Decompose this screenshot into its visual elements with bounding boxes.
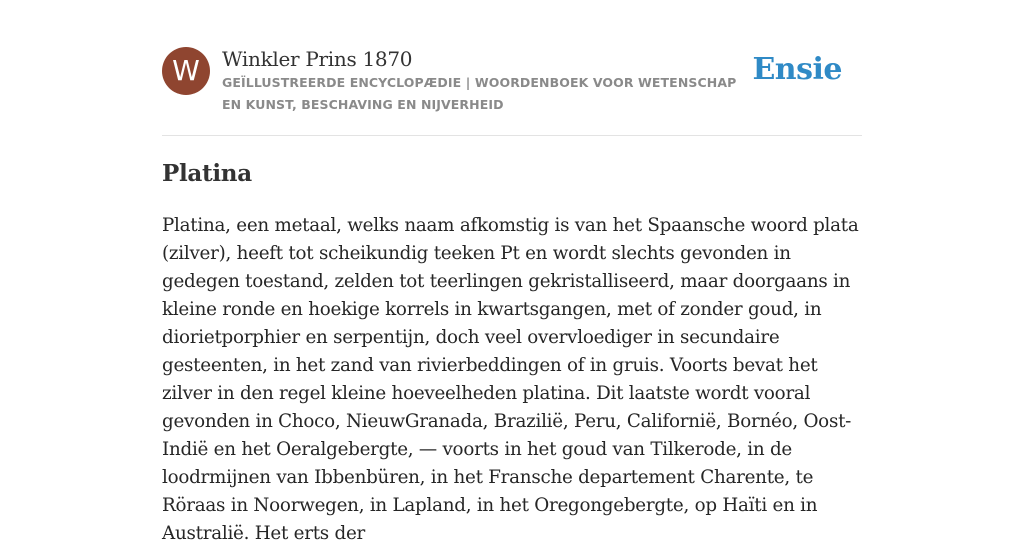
article-body: Platina, een metaal, welks naam afkomstig is van het Spaansche woord plata (zilver), heeft tot scheikundig teeken Pt en wordt slechts gevonden in gedegen toestand, zelden tot teerlingen gekristalliseerd, maar doorgaans in kleine ronde en hoekige korrels in kwartsgangen, met of zonder goud, in diorietporphier en serpentijn, doch veel overvloediger in secundaire gesteenten, in het zand van rivierbeddingen of in gruis. Voorts bevat het zilver in den regel kleine hoeveelheden platina. Dit laatste wordt vooral gevonden in Choco, NieuwGranada, Brazilië, Peru, Californië, Bornéo, Oost-Indië en het Oeralgebergte, — voorts in het goud van Tilkerode, in de loodrmijnen van Ibbenbüren, in het Fransche departement Charente, te Röraas in Noorwegen, in Lapland, in het Oregongebergte, op Haïti en in Australië. Het erts der [162, 215, 859, 544]
source-title[interactable]: Winkler Prins 1870 [222, 47, 413, 71]
article-title: Platina [162, 160, 252, 187]
source-subtitle: GEÏLLUSTREERDE ENCYCLOPÆDIE | WOORDENBOEK VOOR WETENSCHAP EN KUNST, BESCHAVING EN NIJVERHEID [222, 75, 737, 112]
avatar[interactable]: W [162, 47, 210, 95]
source-header [162, 44, 862, 136]
brand-logo[interactable]: Ensie [752, 52, 842, 87]
